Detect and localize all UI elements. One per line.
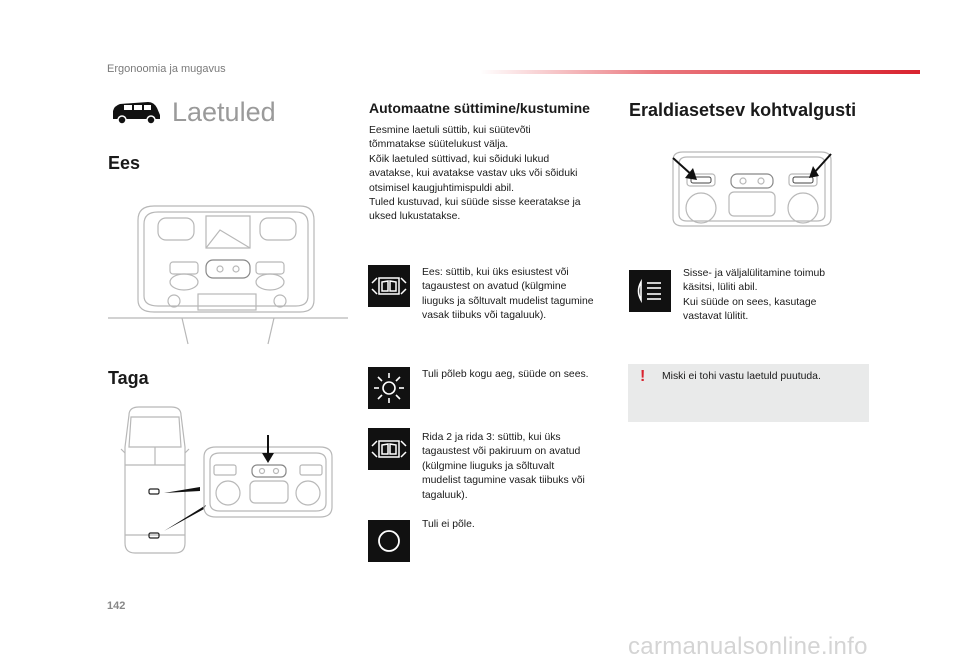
spotlight-illustration [665,148,840,233]
text-line: uksed lukustatakse. [369,211,461,223]
text-line: Sisse- ja väljalülitamine toimub [683,268,826,279]
light-on-icon [368,367,410,409]
spotlight-icon [629,270,671,312]
van-icon [110,100,162,131]
text-line: tagaustest või pakiruum on avatud [422,446,581,458]
text-line: avatakse, kui avatakse vastav uks või sõiduki [369,168,578,180]
text-line: vasak tiibuks või tagaluuk). [422,310,547,322]
auto-description [369,124,581,225]
door-front-description [422,266,594,324]
text-line: Tuli põleb kogu aeg, süüde on sees. [422,369,589,380]
light-off-description [422,518,475,532]
text-line: Eesmine laetuli süttib, kui süütevõti [369,125,531,136]
warning-icon: ! [640,368,646,385]
text-line: vastavat lülitit. [683,311,749,323]
text-line: tagaluuk). [422,489,468,501]
page-number: 142 [107,600,126,612]
light-off-icon [368,520,410,562]
section-label: Ergonoomia ja mugavus [107,63,226,75]
front-light-illustration [108,200,348,345]
auto-heading: Automaatne süttimine/kustumine [369,100,590,116]
text-line: liuguks ja sõltuvalt mudelist tagumine [422,295,594,307]
text-line: Tuled kustuvad, kui süüde sisse keeratakse ja [369,197,581,209]
text-line: Ees: süttib, kui üks esiustest või [422,267,569,278]
text-line: tagaustest on avatud (külgmine [422,281,567,293]
door-light-icon [368,428,410,470]
header-rule [480,70,920,74]
door-light-icon [368,265,410,307]
text-line: tõmmatakse süütelukust välja. [369,139,509,151]
rear-light-illustration [198,435,338,520]
text-line: Rida 2 ja rida 3: süttib, kui üks [422,432,561,443]
rear-heading: Taga [108,368,149,388]
text-line: Kõik laetuled süttivad, kui sõiduki lukud [369,153,550,165]
text-line: Tuli ei põle. [422,519,475,530]
front-heading: Ees [108,153,141,173]
text-line: Kui süüde on sees, kasutage [683,296,817,308]
watermark: carmanualsonline.info [628,633,868,660]
text-line: otsimisel kaugjuhtimispuldi abil. [369,182,514,194]
spotlight-heading: Eraldiasetsev kohtvalgusti [629,100,857,120]
page-title: Laetuled [172,97,276,127]
door-rear-description [422,431,585,503]
text-line: mudelist tagumine vasak tiibuks või [422,475,585,487]
text-line: käsitsi, lüliti abil. [683,282,758,294]
light-on-description [422,368,589,382]
spotlight-description [683,267,825,325]
text-line: (külgmine liuguks ja sõltuvalt [422,460,555,472]
warning-text: Miski ei tohi vastu laetuld puutuda. [662,371,821,382]
